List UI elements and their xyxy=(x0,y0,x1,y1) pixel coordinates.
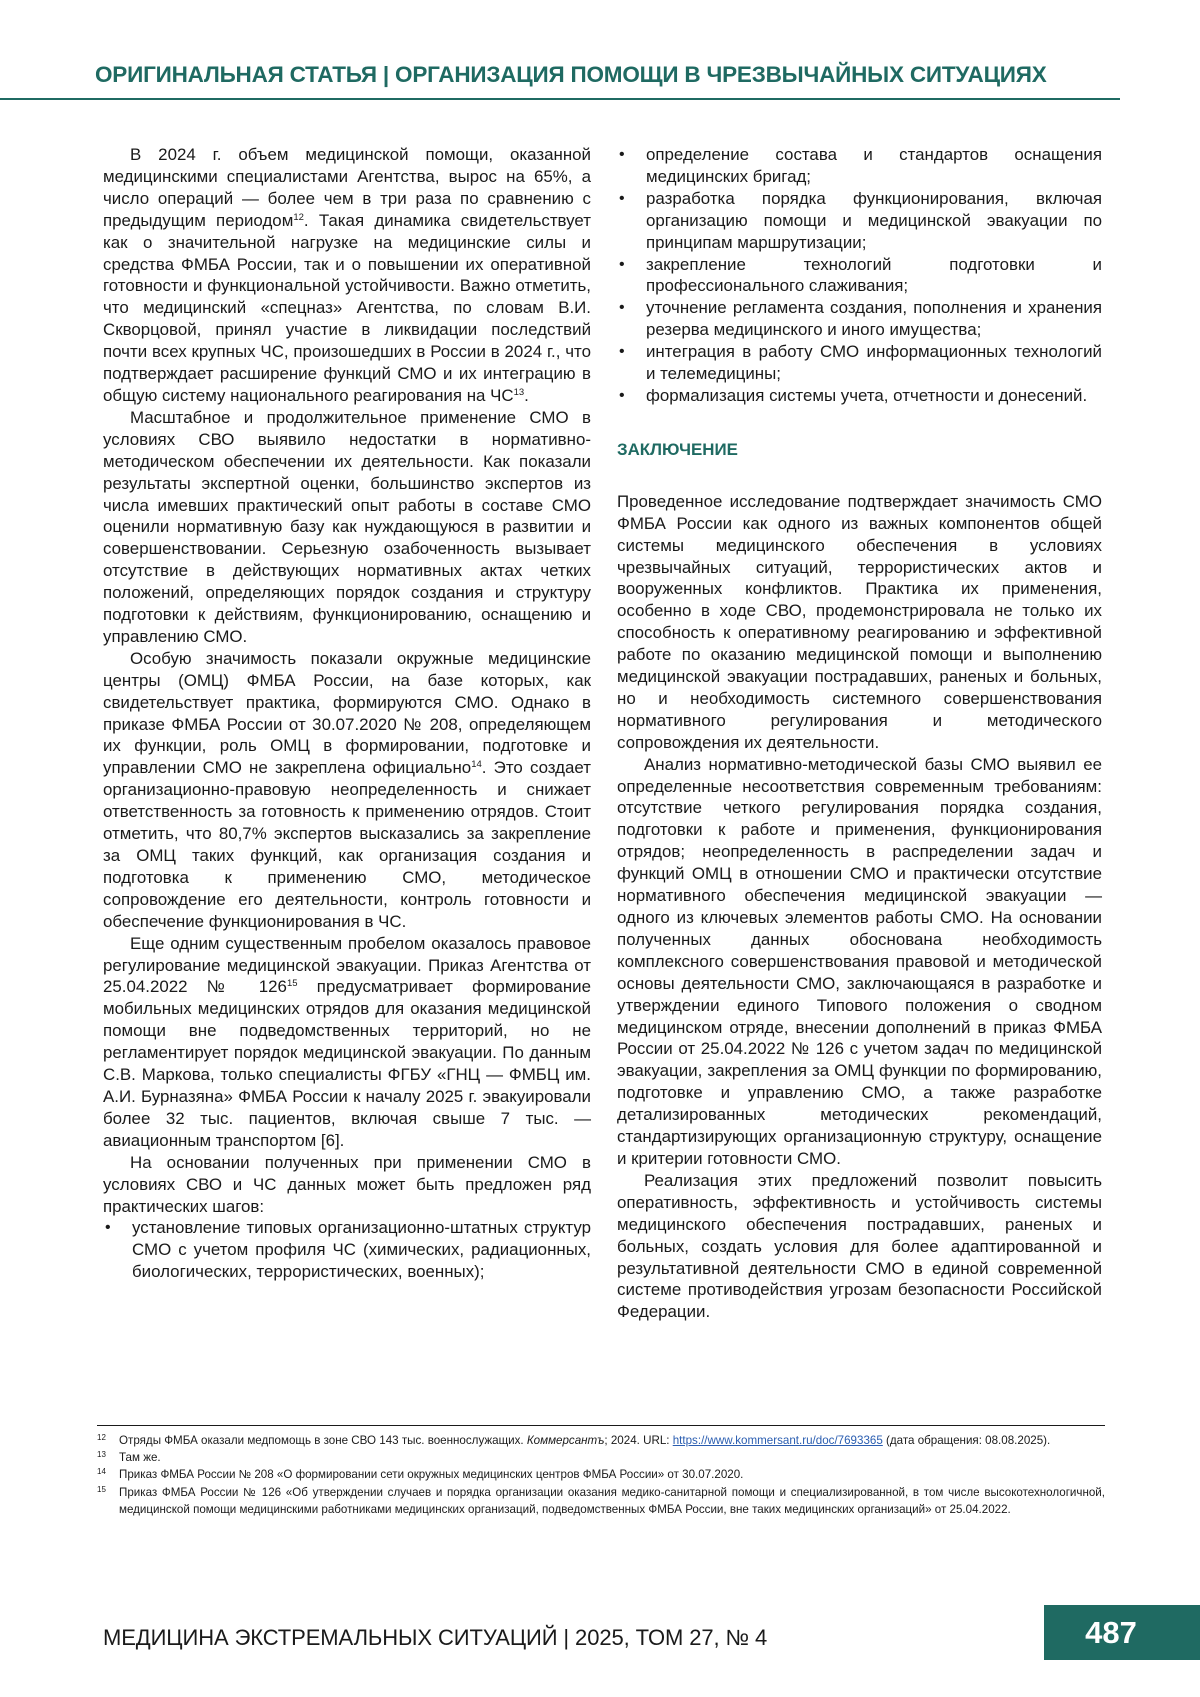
bullet-list xyxy=(617,144,1102,407)
bullet-icon: • xyxy=(619,299,625,317)
list-item: • формализация системы учета, отчетности и донесений. xyxy=(619,385,1088,405)
list-item: • закрепление технологий подготовки и профессионального слаживания; xyxy=(619,254,1102,296)
bullet-icon: • xyxy=(105,1219,111,1237)
footnote: 14 Приказ ФМБА России № 208 «О формировании сети окружных медицинских центров ФМБА России» от 30.07.2020. xyxy=(97,1467,744,1482)
paragraph: Особую значимость показали окружные медицинские центры (ОМЦ) ФМБА России, на базе которых, как свидетельствует практика, формируются СМО. Однако в приказе ФМБА России от 30.07.2020 № 208, определяющем их функции, роль ОМЦ в формировании, подготовке и управлении СМО не закреплена официально$^{14}$. Это создает организационно-правовую неопределенность и снижает ответственность за готовность к применению отрядов. Стоит отметить, что 80,7% экспертов высказались за закрепление за ОМЦ таких функций, как организация создания и подготовка к применению СМО, методическое сопровождение его деятельности, контроль готовности и обеспечение функционирования в ЧС. xyxy=(103,648,591,931)
footnote-ref[interactable]: 12 xyxy=(293,211,304,223)
paragraph: Масштабное и продолжительное применение СМО в условиях СВО выявило недостатки в нормативно-методическом обеспечении их деятельности. Как показали результаты экспертной оценки, большинство экспертов из числа имевших практический опыт работы в составе СМО оценили нормативную базу как нуждающуюся в развитии и совершенствовании. Серьезную озабоченность вызывает отсутствие в действующих нормативных актах четких положений, определяющих порядок создания и структуру подготовки к действиям, функционированию, оснащению и управлению СМО. xyxy=(103,407,591,646)
bullet-icon: • xyxy=(619,386,625,404)
list-item: • определение состава и стандартов оснащения медицинских бригад; xyxy=(619,145,1102,186)
bullet-icon: • xyxy=(619,189,625,207)
paragraph: Анализ нормативно-методической базы СМО выявил ее определенные несоответствия современным требованиям: отсутствие четкого регулирования порядка создания, подготовки к работе и применения, функционирования отрядов; неопределенность в распределении задач и функций ОМЦ в отношении СМО и практически отсутствие нормативного обеспечения медицинской эвакуации — одного из ключевых элементов работы СМО. На основании полученных данных обоснована необходимость комплексного совершенствования правовой и методической основы деятельности СМО, заключающаяся в разработке и утверждении единого Типового положения о сводном медицинском отряде, внесении дополнений в приказ ФМБА России от 25.04.2022 № 126 с учетом задач по медицинской эвакуации, закрепления за ОМЦ функции по формированию, подготовке и управлению СМО, а также разработке детализированных методических рекомендаций, стандартизирующих организационную структуру, оснащение и критерии готовности СМО. xyxy=(617,754,1102,1168)
paragraph: Еще одним существенным пробелом оказалось правовое регулирование медицинской эвакуации. Приказ Агентства от 25.04.2022 № $126^{15}$ предусматривает формирование мобильных медицинских отрядов для оказания медицинской помощи вне подведомственных территорий, но не регламентирует порядок медицинской эвакуации. По данным С.В. Маркова, только специалисты ФГБУ «ГНЦ — ФМБЦ им. А.И. Бурназяна» ФМБА России к началу 2025 г. эвакуировали более 32 тыс. пациентов, включая свыше 7 тыс. — авиационным транспортом [6]. xyxy=(103,933,591,1150)
bullet-icon: • xyxy=(619,146,625,163)
journal-footer: МЕДИЦИНА ЭКСТРЕМАЛЬНЫХ СИТУАЦИЙ | 2025, ТОМ 27, № 4 xyxy=(103,1625,768,1650)
page-number-box xyxy=(1044,1605,1200,1660)
paragraph: Реализация этих предложений позволит повысить оперативность, эффективность и устойчивость системы медицинского обеспечения пострадавших, раненых и больных, создать условия для более адаптированной и результативной деятельности СМО в единой современной системе противодействия угрозам безопасности Российской Федерации. xyxy=(617,1170,1102,1322)
footnote: 12 Отряды ФМБА оказали медпомощь в зоне СВО 143 тыс. военнослужащих. Коммерсантъ; 2024. URL: https://www.kommersant.ru/doc/7693365 (дата обращения: 08.08.2025). xyxy=(97,1433,1051,1447)
running-header: ОРИГИНАЛЬНАЯ СТАТЬЯ | ОРГАНИЗАЦИЯ ПОМОЩИ В ЧРЕЗВЫЧАЙНЫХ СИТУАЦИЯХ xyxy=(95,62,1047,87)
list-item: • установление типовых организационно-штатных структур СМО с учетом профиля ЧС (химических, радиационных, биологических, террористических, военных); xyxy=(105,1218,591,1282)
list-item: • разработка порядка функционирования, включая организацию помощи и медицинской эвакуации по принципам маршрутизации; xyxy=(619,188,1102,252)
footnote-number: 15 xyxy=(97,1484,106,1494)
source-title: Коммерсантъ xyxy=(526,1434,605,1447)
paragraph: На основании полученных при применении СМО в условиях СВО и ЧС данных может быть предложен ряд практических шагов: xyxy=(103,1152,591,1216)
footnote-ref[interactable]: 13 xyxy=(513,386,525,398)
footnote-ref[interactable]: 14 xyxy=(471,759,482,771)
list-item: • интеграция в работу СМО информационных технологий и телемедицины; xyxy=(619,342,1102,384)
footnote: 15 Приказ ФМБА России № 126 «Об утверждении случаев и порядка организации оказания медико-санитарной помощи и специализированной, в том числе высокотехнологичной, медицинской помощи медицинскими работниками медицинских организаций, подведомственных ФМБА России, вне таких медицинских организаций» от 25.04.2022. xyxy=(97,1484,1105,1516)
bullet-icon: • xyxy=(619,343,625,361)
footnotes xyxy=(97,1432,1105,1518)
footnote-link[interactable]: https://www.kommersant.ru/doc/7693365 xyxy=(672,1434,883,1447)
paragraph: Проведенное исследование подтверждает значимость СМО ФМБА России как одного из важных компонентов общей системы медицинского обеспечения в условиях чрезвычайных ситуаций, террористических актов и вооруженных конфликтов. Практика их применения, особенно в ходе СВО, продемонстрировала не только их способность к оперативному реагированию и эффективной работе по оказанию медицинской помощи и выполнению медицинской эвакуации пострадавших, раненых и больных, но и необходимость системного совершенствования нормативного регулирования и методического сопровождения их деятельности. xyxy=(617,491,1102,752)
bullet-icon: • xyxy=(619,255,625,273)
footnote: 13 Там же. xyxy=(97,1450,161,1465)
footnote-rule xyxy=(97,1425,1105,1426)
right-column xyxy=(617,144,1102,1323)
page-number: 487 xyxy=(1085,1615,1137,1650)
footnote-number: 13 xyxy=(97,1450,106,1460)
paragraph: В 2024 г. объем медицинской помощи, оказанной медицинскими специалистами Агентства, вырос на 65%, а число операций — более чем в три раза по сравнению с предыдущим периодом$^{12}$. Такая динамика свидетельствует как о значительной нагрузке на медицинские силы и средства ФМБА России, так и о повышении их оперативной готовности и функциональной устойчивости. Важно отметить, что медицинский «спецназ» Агентства, по словам В.И. Скворцовой, принял участие в ликвидации последствий почти всех крупных ЧС, произошедших в России в 2024 г., что подтверждает расширение функций СМО и их интеграцию в общую систему национального реагирования на ЧС$^{13}$. xyxy=(103,145,591,405)
header-rule xyxy=(0,98,1120,100)
left-column xyxy=(103,144,591,1283)
section-title-conclusion: ЗАКЛЮЧЕНИЕ xyxy=(617,439,738,459)
footnote-number: 12 xyxy=(97,1433,106,1442)
bullet-list xyxy=(103,1217,591,1283)
footnote-ref[interactable]: 15 xyxy=(286,978,298,990)
footnote-number: 14 xyxy=(97,1467,106,1477)
list-item: • уточнение регламента создания, пополнения и хранения резерва медицинского и иного имущества; xyxy=(619,298,1102,340)
